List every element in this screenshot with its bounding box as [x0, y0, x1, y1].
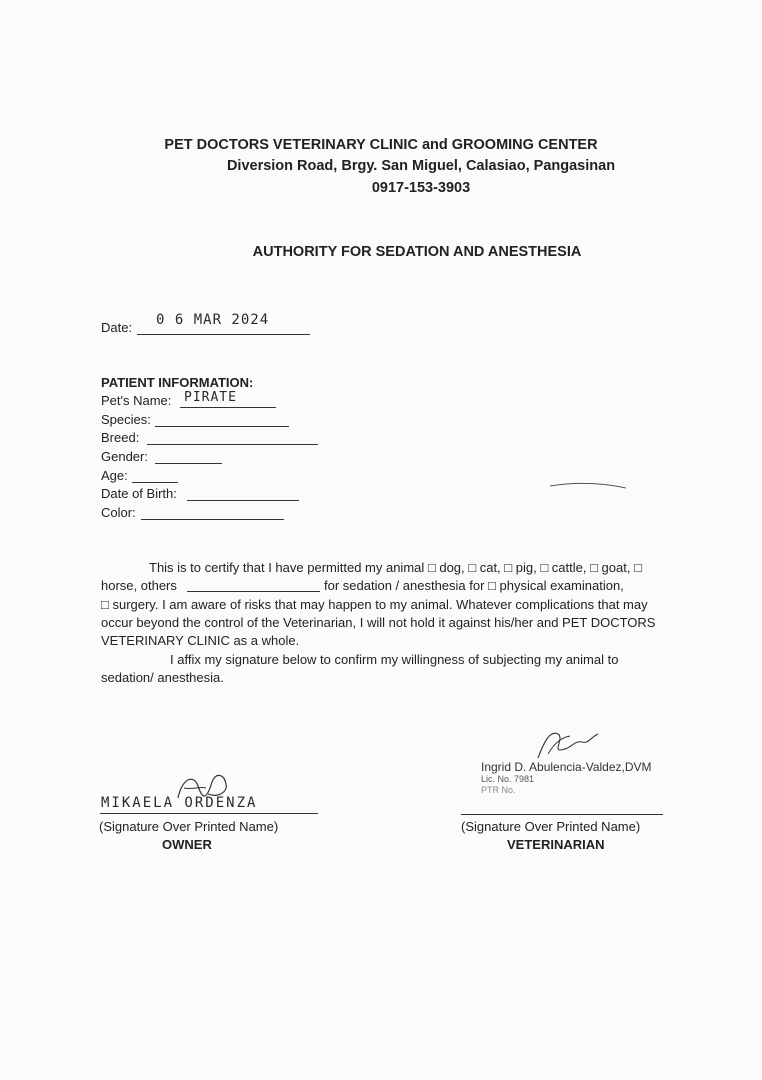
vet-signature-scribble: [530, 724, 602, 764]
vet-caption: (Signature Over Printed Name): [461, 819, 641, 834]
date-label: Date:: [101, 320, 133, 335]
body-line-6: I affix my signature below to confirm my willingness of subjecting my animal to: [170, 652, 619, 667]
species-line: [155, 426, 289, 427]
pen-mark: [548, 478, 630, 492]
breed-line: [147, 444, 318, 445]
owner-role: OWNER: [162, 837, 212, 852]
owner-caption: (Signature Over Printed Name): [99, 819, 279, 834]
owner-printed-name: MIKAELA ORDENZA: [101, 795, 258, 811]
body-line-5: VETERINARY CLINIC as a whole.: [101, 633, 300, 648]
date-value: 0 6 MAR 2024: [156, 312, 270, 328]
clinic-phone: 0917-153-3903: [371, 180, 471, 196]
vet-signature-line: [461, 814, 663, 815]
dob-line: [187, 500, 299, 501]
patient-info-title: PATIENT INFORMATION:: [101, 375, 254, 390]
pet-name-label: Pet's Name:: [101, 393, 172, 408]
color-line: [141, 519, 284, 520]
vet-stamp-name: Ingrid D. Abulencia-Valdez,DVM: [481, 760, 652, 774]
gender-label: Gender:: [101, 449, 148, 464]
clinic-address: Diversion Road, Brgy. San Miguel, Calasiao, Pangasinan: [226, 158, 616, 174]
gender-line: [155, 463, 222, 464]
body-line-3: □ surgery. I am aware of risks that may happen to my animal. Whatever complications that may: [101, 597, 648, 612]
vet-role: VETERINARIAN: [507, 837, 605, 852]
body-line-4: occur beyond the control of the Veterinarian, I will not hold it against his/her and PET DOCTORS: [101, 615, 656, 630]
body-line-2a: horse, others: [101, 578, 177, 593]
age-line: [132, 482, 178, 483]
form-title: AUTHORITY FOR SEDATION AND ANESTHESIA: [252, 244, 582, 260]
dob-label: Date of Birth:: [101, 486, 177, 501]
breed-label: Breed:: [101, 430, 140, 445]
body-line-7: sedation/ anesthesia.: [101, 670, 224, 685]
vet-lic-no: Lic. No. 7981: [481, 774, 535, 784]
vet-ptr-no: PTR No.: [481, 785, 516, 795]
clinic-name: PET DOCTORS VETERINARY CLINIC and GROOMING CENTER: [164, 137, 598, 153]
body-line-1: This is to certify that I have permitted my animal □ dog, □ cat, □ pig, □ cattle, □ goat, □: [149, 560, 642, 575]
date-line: [137, 334, 310, 335]
age-label: Age:: [101, 468, 128, 483]
body-line-2b: for sedation / anesthesia for □ physical examination,: [324, 578, 624, 593]
others-line: [187, 591, 320, 592]
color-label: Color:: [101, 505, 136, 520]
species-label: Species:: [101, 412, 151, 427]
owner-signature-line: [100, 813, 318, 814]
pet-name-line: [180, 407, 276, 408]
pet-name-value: PIRATE: [184, 390, 237, 405]
